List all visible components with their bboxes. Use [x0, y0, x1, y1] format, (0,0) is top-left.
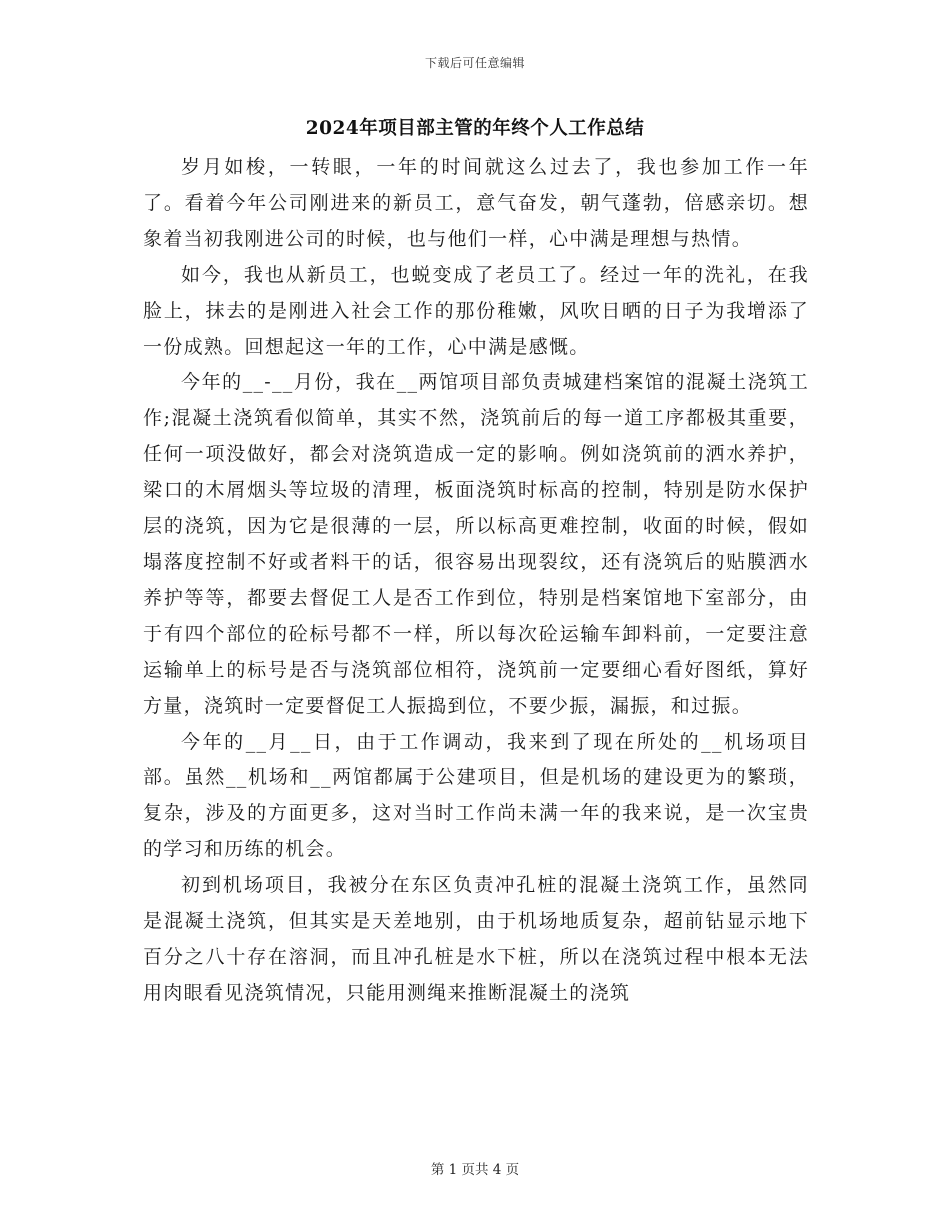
paragraph: 今年的__-__月份，我在__两馆项目部负责城建档案馆的混凝土浇筑工作;混凝土浇筑看似简单，其实不然，浇筑前后的每一道工序都极其重要，任何一项没做好，都会对浇筑造成一定的影响。例如浇筑前的洒水养护，梁口的木屑烟头等垃圾的清理，板面浇筑时标高的控制，特别是防水保护层的浇筑，因为它是很薄的一层，所以标高更难控制，收面的时候，假如塌落度控制不好或者料干的话，很容易出现裂纹，还有浇筑后的贴膜洒水养护等等，都要去督促工人是否工作到位，特别是档案馆地下室部分，由于有四个部位的砼标号都不一样，所以每次砼运输车卸料前，一定要注意运输单上的标号是否与浇筑部位相符，浇筑前一定要细心看好图纸，算好方量，浇筑时一定要督促工人振捣到位，不要少振，漏振，和过振。 [143, 371, 809, 717]
page-footer: 第 1 页共 4 页 [430, 1162, 520, 1178]
paragraph: 如今，我也从新员工，也蜕变成了老员工了。经过一年的洗礼，在我脸上，抹去的是刚进入社会工作的那份稚嫩，风吹日晒的日子为我增添了一份成熟。回想起这一年的工作，心中满是感慨。 [143, 263, 809, 358]
paragraph: 今年的__月__日，由于工作调动，我来到了现在所处的__机场项目部。虽然__机场和__两馆都属于公建项目，但是机场的建设更为的繁琐，复杂，涉及的方面更多，这对当时工作尚未满一年的我来说，是一次宝贵的学习和历练的机会。 [143, 730, 809, 861]
document-title: 2024年项目部主管的年终个人工作总结 [305, 118, 645, 139]
paragraph: 岁月如梭，一转眼，一年的时间就这么过去了，我也参加工作一年了。看着今年公司刚进来的新员工，意气奋发，朝气蓬勃，倍感亲切。想象着当初我刚进公司的时候，也与他们一样，心中满是理想与热情。 [143, 156, 809, 250]
paragraph: 初到机场项目，我被分在东区负责冲孔桩的混凝土浇筑工作，虽然同是混凝土浇筑，但其实是天差地别，由于机场地质复杂，超前钻显示地下百分之八十存在溶洞，而且冲孔桩是水下桩，所以在浇筑过程中根本无法用肉眼看见浇筑情况，只能用测绳来推断混凝土的浇筑 [143, 874, 809, 1004]
document-body [143, 150, 809, 1012]
header-note: 下载后可任意编辑 [424, 56, 525, 70]
